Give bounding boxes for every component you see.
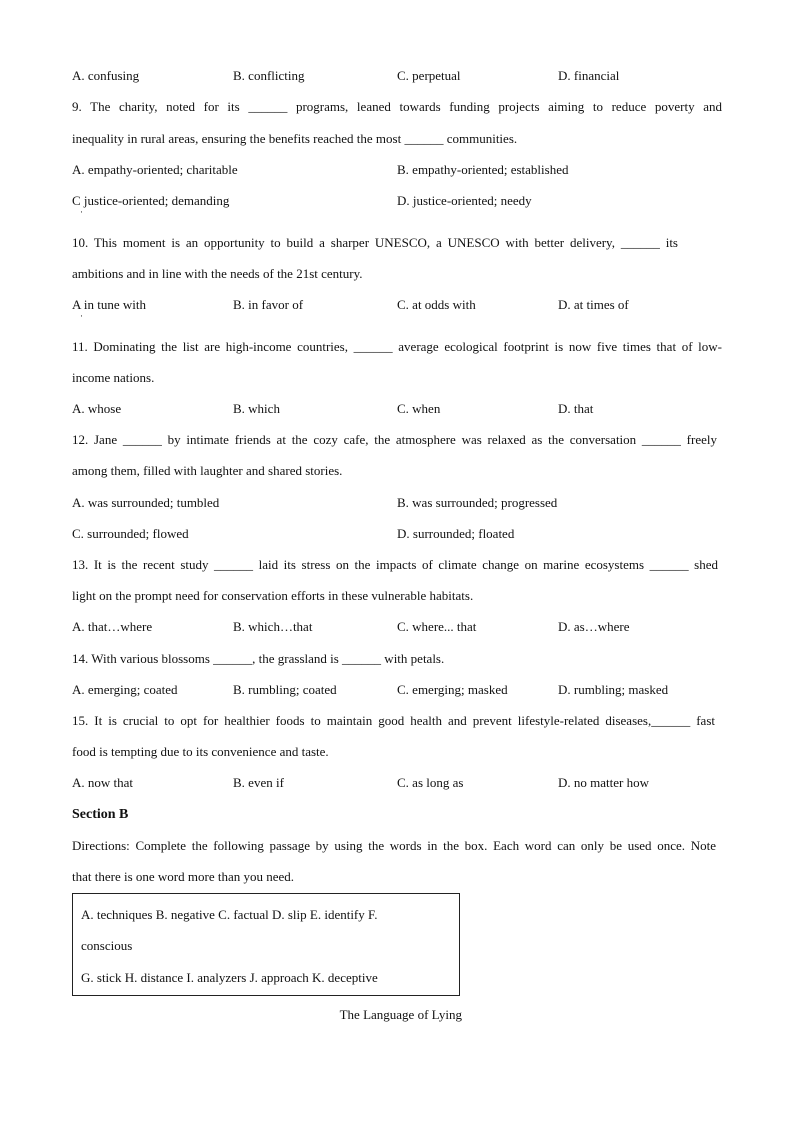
q14-option-a: A. emerging; coated bbox=[72, 682, 178, 697]
q8-option-d: D. financial bbox=[558, 68, 620, 83]
q12-option-d: D. surrounded; floated bbox=[397, 526, 515, 541]
q13-option-c: C. where... that bbox=[397, 619, 477, 634]
q15-stem-line-1: 15. It is crucial to opt for healthier foods to maintain good health and prevent lifestyle-related diseases,______ fast bbox=[72, 713, 715, 728]
q12-option-c: C. surrounded; flowed bbox=[72, 526, 189, 541]
q9-option-c: C justice-oriented; demanding bbox=[72, 193, 230, 208]
q13-option-d: D. as…where bbox=[558, 619, 630, 634]
q13-stem-line-1: 13. It is the recent study ______ laid its stress on the impacts of climate change on marine ecosystems ______ shed bbox=[72, 557, 718, 572]
q14-option-c: C. emerging; masked bbox=[397, 682, 508, 697]
q12-stem-line-1: 12. Jane ______ by intimate friends at the cozy cafe, the atmosphere was relaxed as the conversation ______ freely bbox=[72, 432, 717, 447]
option-marker-dot: · bbox=[80, 207, 83, 217]
q15-option-b: B. even if bbox=[233, 775, 284, 790]
q8-option-c: C. perpetual bbox=[397, 68, 461, 83]
q15-stem-line-2: food is tempting due to its convenience and taste. bbox=[72, 744, 329, 759]
q8-option-a: A. confusing bbox=[72, 68, 140, 83]
passage-title: The Language of Lying bbox=[339, 1007, 462, 1022]
word-box-line-3: G. stick H. distance I. analyzers J. approach K. deceptive bbox=[81, 970, 378, 985]
q8-option-b: B. conflicting bbox=[233, 68, 305, 83]
q10-stem-line-2: ambitions and in line with the needs of the 21st century. bbox=[72, 266, 363, 281]
section-b-directions-line-1: Directions: Complete the following passage by using the words in the box. Each word can only be used once. Note bbox=[72, 838, 716, 853]
q11-option-a: A. whose bbox=[72, 401, 122, 416]
q13-option-b: B. which…that bbox=[233, 619, 313, 634]
q14-stem-line-1: 14. With various blossoms ______, the grassland is ______ with petals. bbox=[72, 651, 445, 666]
q9-option-b: B. empathy-oriented; established bbox=[397, 162, 569, 177]
q10-option-a: A in tune with bbox=[72, 297, 147, 312]
q11-option-d: D. that bbox=[558, 401, 594, 416]
q9-stem-line-1: 9. The charity, noted for its ______ programs, leaned towards funding projects aiming to reduce poverty and bbox=[72, 99, 722, 114]
q11-stem-line-1: 11. Dominating the list are high-income countries, ______ average ecological footprint is now five times that of low- bbox=[72, 339, 722, 354]
q10-option-c: C. at odds with bbox=[397, 297, 476, 312]
q12-option-a: A. was surrounded; tumbled bbox=[72, 495, 220, 510]
q11-option-c: C. when bbox=[397, 401, 441, 416]
section-b-heading: Section B bbox=[72, 807, 129, 822]
word-box-line-2: conscious bbox=[81, 938, 133, 953]
q10-stem-line-1: 10. This moment is an opportunity to build a sharper UNESCO, a UNESCO with better delivery, ______ its bbox=[72, 235, 678, 250]
option-marker-dot: · bbox=[80, 311, 83, 321]
q9-stem-line-2: inequality in rural areas, ensuring the benefits reached the most ______ communities. bbox=[72, 131, 518, 146]
q15-option-c: C. as long as bbox=[397, 775, 464, 790]
q13-option-a: A. that…where bbox=[72, 619, 153, 634]
q14-option-b: B. rumbling; coated bbox=[233, 682, 337, 697]
word-box-line-1: A. techniques B. negative C. factual D. slip E. identify F. bbox=[81, 907, 378, 922]
q14-option-d: D. rumbling; masked bbox=[558, 682, 669, 697]
q15-option-a: A. now that bbox=[72, 775, 134, 790]
q11-option-b: B. which bbox=[233, 401, 280, 416]
word-box bbox=[72, 893, 460, 996]
q9-option-a: A. empathy-oriented; charitable bbox=[72, 162, 238, 177]
section-b-directions-line-2: that there is one word more than you need. bbox=[72, 869, 295, 884]
q10-option-b: B. in favor of bbox=[233, 297, 304, 312]
q12-stem-line-2: among them, filled with laughter and shared stories. bbox=[72, 463, 343, 478]
q13-stem-line-2: light on the prompt need for conservation efforts in these vulnerable habitats. bbox=[72, 588, 474, 603]
q10-option-d: D. at times of bbox=[558, 297, 629, 312]
q15-option-d: D. no matter how bbox=[558, 775, 649, 790]
q12-option-b: B. was surrounded; progressed bbox=[397, 495, 558, 510]
q11-stem-line-2: income nations. bbox=[72, 370, 155, 385]
q9-option-d: D. justice-oriented; needy bbox=[397, 193, 532, 208]
